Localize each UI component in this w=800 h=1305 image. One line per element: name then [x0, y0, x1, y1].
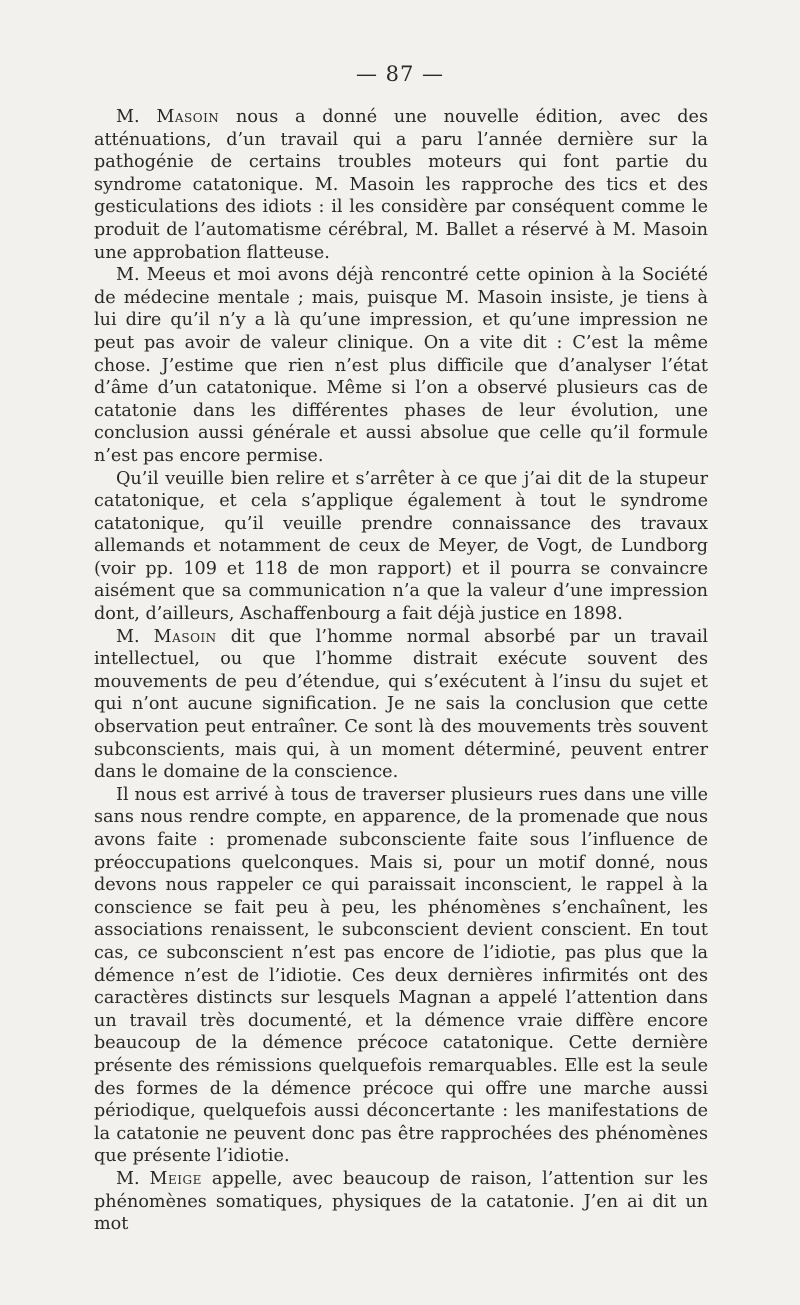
paragraph-6-name: Meige — [149, 1168, 202, 1189]
paragraph-2-text: M. Meeus et moi avons déjà rencontré cette opinion à la Société de médecine mentale ; mais, puisque M. Masoin insiste, je tiens à lui dire qu’il n’y a là qu’une impression, et qu’une impression ne peut pas avoir de valeur clinique. On a vite dit : C’est la même chose. J’estime que rien n’est plus difficile que d’analyser l’état d’âme d’un catatonique. Même si l’on a observé plusieurs cas de catatonie dans les différentes phases de leur évolution, une conclusion aussi générale et aussi absolue que celle qu’il formule n’est pas encore permise. — [94, 265, 708, 466]
paragraph-6 — [94, 1168, 708, 1236]
paragraph-1-name: Masoin — [156, 107, 220, 127]
paragraph-1-prefix: M. — [116, 107, 157, 127]
paragraph-4-name: Masoin — [153, 626, 217, 647]
paragraph-4-text: dit que l’homme normal absorbé par un travail intellectuel, ou que l’homme distrait exécute souvent des mouvements de peu d’étendue, qui s’exécutent à l’insu du sujet et qui n’ont aucune signification. Je ne sais la conclusion que cette observation peut entraîner. Ce sont là des mouvements très souvent subconscients, mais qui, à un moment déterminé, peuvent entrer dans le domaine de la conscience. — [94, 626, 709, 783]
paragraph-1-text: nous a donné une nouvelle édition, avec des atténuations, d’un travail qui a paru l’année dernière sur la pathogénie de certains troubles moteurs qui font partie du syndrome catatonique. M. Masoin les rapproche des tics et des gesticulations des idiots : il les considère par conséquent comme le produit de l’automatisme cérébral, M. Ballet a réservé à M. Masoin une approbation flatteuse. — [94, 107, 708, 263]
paragraph-2 — [94, 264, 708, 467]
paragraph-4 — [94, 626, 708, 784]
paragraph-4-prefix: M. — [116, 626, 154, 647]
paragraph-5-text: Il nous est arrivé à tous de traverser plusieurs rues dans une ville sans nous rendre compte, en apparence, de la promenade que nous avons faite : promenade subconsciente faite sous l’influence de préoccupations quelconques. Mais si, pour un motif donné, nous devons nous rappeler ce qui paraissait inconscient, le rappel à la conscience se fait peu à peu, les phénomènes s’enchaînent, les associations renaissent, le subconscient devient conscient. En tout cas, ce subconscient n’est pas encore de l’idiotie, pas plus que la démence n’est de l’idiotie. Ces deux dernières infirmités ont des caractères distincts sur lesquels Magnan a appelé l’attention dans un travail très documenté, et la démence vraie diffère encore beaucoup de la démence précoce catatonique. Cette dernière présente des rémissions quelquefois remarquables. Elle est la seule des formes de la démence précoce qui offre une marche aussi périodique, quelquefois aussi déconcertante : les manifestations de la catatonie ne peuvent donc pas être rapprochées des phénomènes que présente l’idiotie. — [94, 784, 708, 1167]
paragraph-6-text: appelle, avec beaucoup de raison, l’attention sur les phénomènes somatiques, physiques de la catatonie. J’en ai dit un mot — [94, 1168, 708, 1235]
paragraph-6-prefix: M. — [116, 1168, 150, 1189]
page-number: — 87 — — [355, 62, 445, 86]
paragraph-5 — [94, 784, 708, 1168]
paragraph-3-text: Qu’il veuille bien relire et s’arrêter à ce que j’ai dit de la stupeur catatonique, et cela s’applique également à tout le syndrome catatonique, qu’il veuille prendre connaissance des travaux allemands et notamment de ceux de Meyer, de Vogt, de Lundborg (voir pp. 109 et 118 de mon rapport) et il pourra se convaincre aisément que sa communication n’a que la valeur d’une impression dont, d’ailleurs, Aschaffenbourg a fait déjà justice en 1898. — [94, 468, 708, 625]
paragraph-1 — [94, 106, 708, 264]
paragraph-3 — [94, 468, 708, 626]
text-body — [94, 106, 708, 1236]
